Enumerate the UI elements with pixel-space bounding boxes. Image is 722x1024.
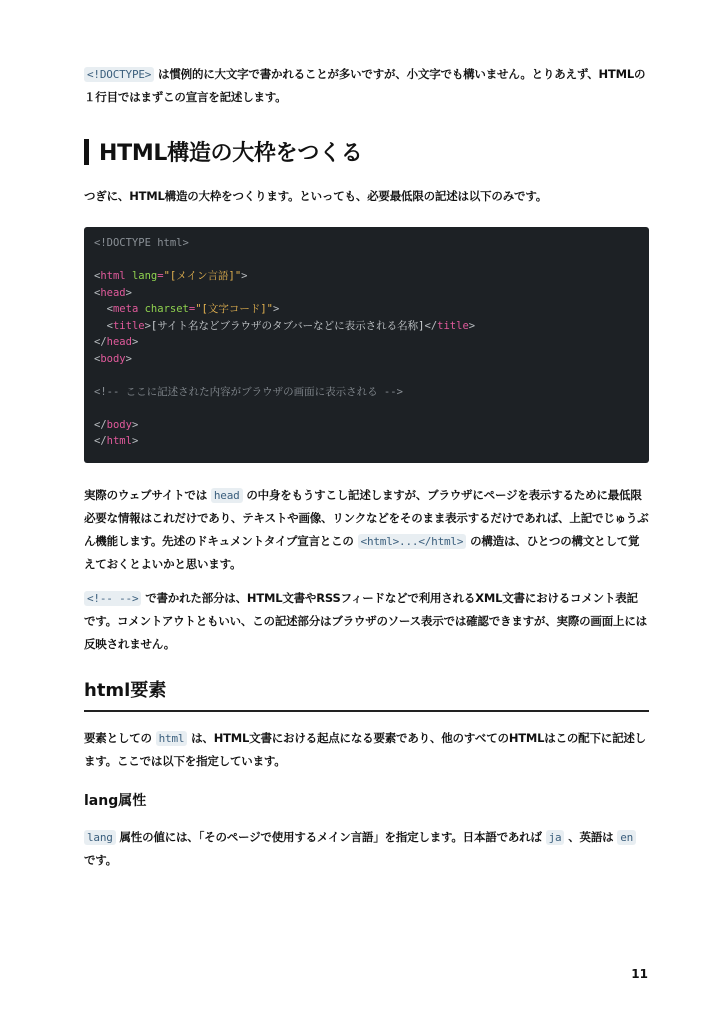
paragraph-comment-explanation: <!-- --> で書かれた部分は、HTML文書やRSSフィードなどで利用されるXML文書におけるコメント表記です。コメントアウトともいい、この記述部分はブラウザのソース表示では確認できますが、実際の画面上には反映されません。	[84, 591, 647, 651]
inline-code: <!-- -->	[84, 591, 141, 606]
code-line-doctype: <!DOCTYPE html>	[94, 237, 189, 249]
code-line-blank	[94, 252, 639, 269]
code-line-blank	[94, 367, 639, 384]
code-line-body-close: </body>	[94, 418, 139, 431]
code-line-html-close: </html>	[94, 435, 139, 447]
code-line-meta: <meta charset="[文字コード]">	[106, 303, 280, 315]
code-line-comment: <!-- ここに記述された内容がブラウザの画面に表示される -->	[94, 385, 403, 398]
inline-code: head	[211, 488, 243, 503]
code-line-body-open: <body>	[94, 352, 132, 365]
inline-code: <html>...</html>	[358, 534, 467, 549]
section-heading-text: HTML構造の大枠をつくる	[99, 141, 363, 166]
paragraph-lang-attribute: lang 属性の値には、「そのページで使用するメイン言語」を指定します。日本語であれば ja 、英語は en です。	[84, 826, 649, 872]
code-line-head-open: <head>	[94, 286, 132, 299]
code-line-blank	[94, 400, 639, 417]
code-line-head-close: </head>	[94, 336, 139, 348]
subsection-heading: html要素	[84, 676, 649, 712]
inline-code: lang	[84, 830, 116, 845]
code-line-html-open: <html lang="[メイン言語]">	[94, 270, 248, 282]
inline-code: ja	[546, 830, 565, 845]
inline-code: html	[156, 731, 188, 746]
heading-bar-decoration	[84, 139, 89, 165]
paragraph-html-element: 要素としての html は、HTML文書における起点になる要素であり、他のすべてのHTMLはこの配下に記述します。ここでは以下を指定しています。	[84, 731, 646, 768]
page-number: 11	[631, 967, 648, 981]
sub-subsection-heading: lang属性	[84, 793, 147, 809]
paragraph-intro: つぎに、HTML構造の大枠をつくります。といっても、必要最低限の記述は以下のみです。	[84, 189, 547, 203]
paragraph-doctype	[84, 63, 649, 109]
code-block	[84, 227, 649, 463]
section-heading	[84, 136, 362, 167]
paragraph-text: は慣例的に大文字で書かれることが多いですが、小文字でも構いません。とりあえず、HTMLの１行目ではまずこの宣言を記述します。	[84, 67, 646, 104]
code-line-title: <title>[サイト名などブラウザのタブバーなどに表示される名称]</title>	[106, 319, 476, 332]
inline-code: <!DOCTYPE>	[84, 67, 154, 82]
paragraph-head-explanation: 実際のウェブサイトでは head の中身をもうすこし記述しますが、ブラウザにページを表示するために最低限必要な情報はこれだけであり、テキストや画像、リンクなどをそのまま表示するだけであれば、上記でじゅうぶん機能します。先述のドキュメントタイプ宣言とこの <html>...</html> の構造は、ひとつの構文として覚えておくとよいかと思います。	[84, 488, 649, 571]
inline-code: en	[617, 830, 636, 845]
